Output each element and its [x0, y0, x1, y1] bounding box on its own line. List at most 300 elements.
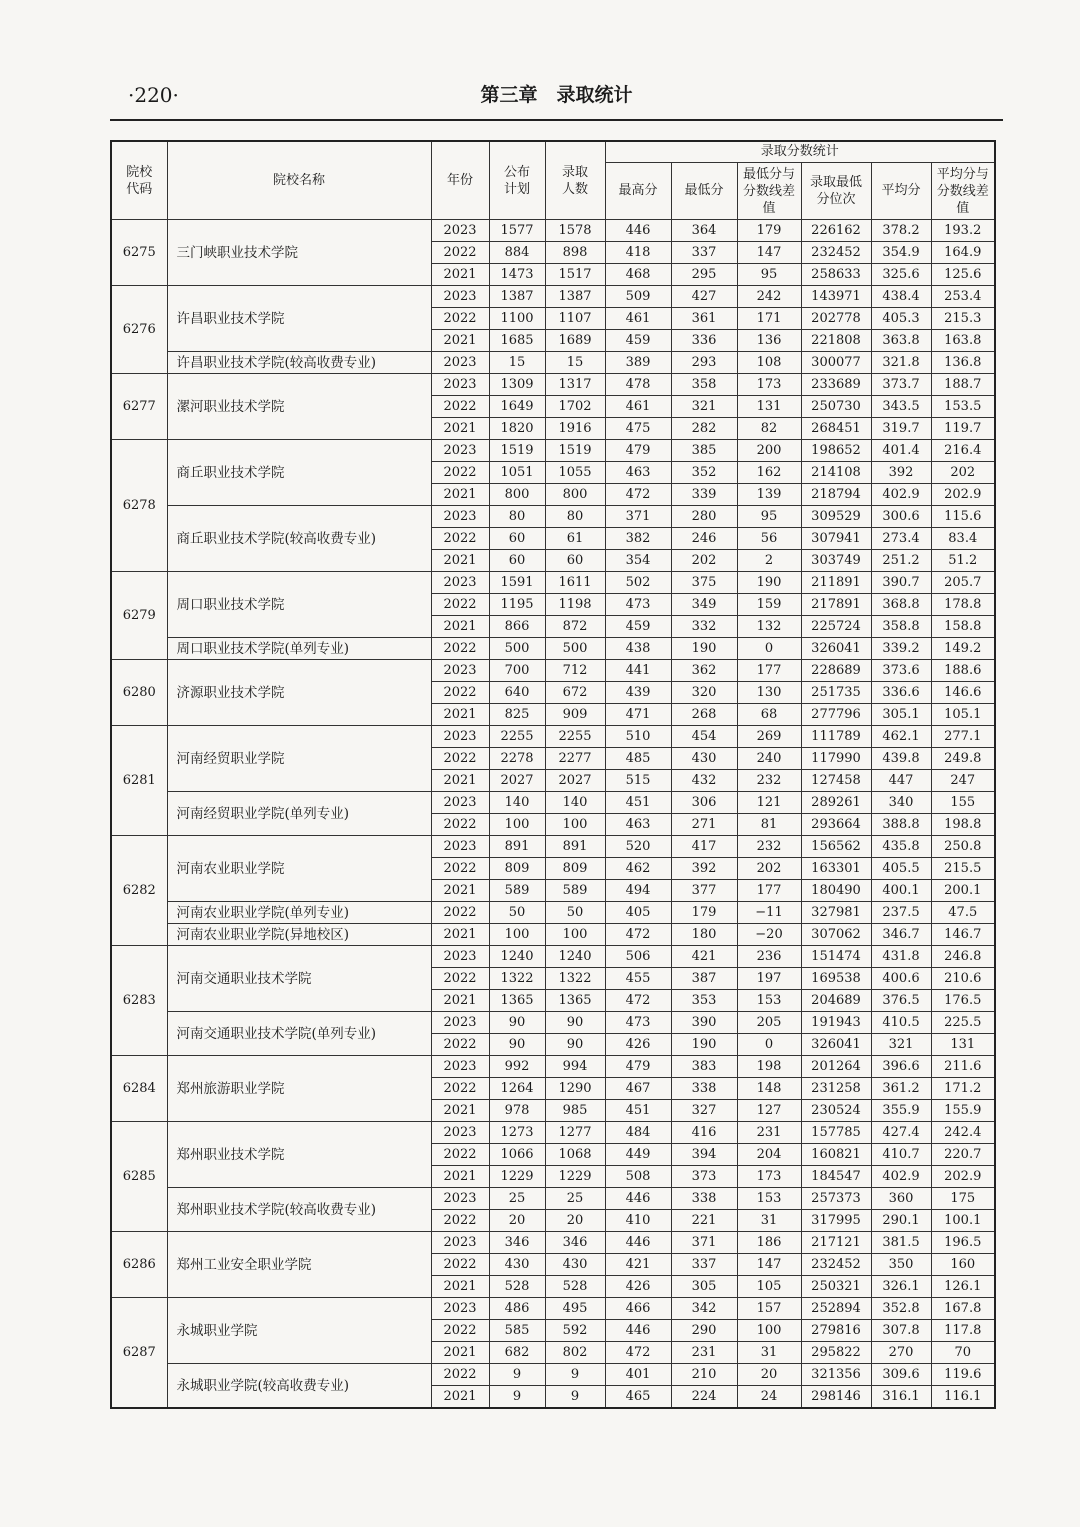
cell-avg-diff: 188.7	[931, 374, 995, 396]
cell-year: 2022	[431, 748, 489, 770]
cell-min: 390	[671, 1012, 737, 1034]
cell-min: 293	[671, 352, 737, 374]
cell-avg-diff: 149.2	[931, 638, 995, 660]
cell-min-rank: 163301	[801, 858, 871, 880]
cell-plan: 1820	[489, 418, 545, 440]
cell-admitted: 9	[545, 1386, 605, 1409]
cell-min-diff: 121	[737, 792, 801, 814]
cell-avg-diff: 249.8	[931, 748, 995, 770]
school-name: 许昌职业技术学院	[167, 286, 431, 352]
cell-min-diff: 173	[737, 374, 801, 396]
cell-avg: 336.6	[871, 682, 931, 704]
cell-admitted: 1107	[545, 308, 605, 330]
cell-admitted: 712	[545, 660, 605, 682]
cell-admitted: 2027	[545, 770, 605, 792]
cell-avg: 237.5	[871, 902, 931, 924]
school-name: 河南经贸职业学院(单列专业)	[167, 792, 431, 836]
cell-avg-diff: 119.7	[931, 418, 995, 440]
cell-min-rank: 268451	[801, 418, 871, 440]
cell-min-diff: 2	[737, 550, 801, 572]
col-header-plan: 公布计划	[489, 141, 545, 220]
cell-max: 473	[605, 1012, 671, 1034]
cell-plan: 9	[489, 1364, 545, 1386]
cell-avg: 307.8	[871, 1320, 931, 1342]
cell-min-diff: −20	[737, 924, 801, 946]
cell-year: 2021	[431, 924, 489, 946]
cell-avg-diff: 125.6	[931, 264, 995, 286]
cell-min-diff: 147	[737, 1254, 801, 1276]
cell-min-rank: 307941	[801, 528, 871, 550]
chapter-title: 第三章 录取统计	[480, 84, 633, 106]
cell-min: 349	[671, 594, 737, 616]
table-row	[111, 902, 995, 924]
cell-min-diff: 20	[737, 1364, 801, 1386]
cell-plan: 2278	[489, 748, 545, 770]
school-code: 6285	[111, 1122, 167, 1232]
school-code: 6280	[111, 660, 167, 726]
cell-max: 520	[605, 836, 671, 858]
cell-year: 2023	[431, 506, 489, 528]
cell-max: 439	[605, 682, 671, 704]
cell-min-rank: 218794	[801, 484, 871, 506]
cell-avg: 447	[871, 770, 931, 792]
cell-avg: 363.8	[871, 330, 931, 352]
admission-table	[110, 140, 996, 1409]
cell-plan: 1322	[489, 968, 545, 990]
table-row	[111, 836, 995, 858]
cell-year: 2023	[431, 1012, 489, 1034]
cell-year: 2023	[431, 286, 489, 308]
cell-max: 473	[605, 594, 671, 616]
cell-avg: 427.4	[871, 1122, 931, 1144]
cell-max: 479	[605, 440, 671, 462]
cell-min: 377	[671, 880, 737, 902]
cell-year: 2022	[431, 858, 489, 880]
cell-min: 332	[671, 616, 737, 638]
cell-plan: 20	[489, 1210, 545, 1232]
cell-admitted: 80	[545, 506, 605, 528]
cell-max: 467	[605, 1078, 671, 1100]
school-name: 济源职业技术学院	[167, 660, 431, 726]
cell-admitted: 20	[545, 1210, 605, 1232]
cell-admitted: 1068	[545, 1144, 605, 1166]
cell-min-rank: 156562	[801, 836, 871, 858]
table-row	[111, 792, 995, 814]
cell-avg: 378.2	[871, 220, 931, 242]
cell-admitted: 592	[545, 1320, 605, 1342]
cell-avg: 462.1	[871, 726, 931, 748]
cell-avg-diff: 131	[931, 1034, 995, 1056]
cell-year: 2021	[431, 264, 489, 286]
cell-min-rank: 295822	[801, 1342, 871, 1364]
cell-min-diff: 190	[737, 572, 801, 594]
table-row	[111, 220, 995, 242]
cell-min: 338	[671, 1078, 737, 1100]
cell-avg: 405.5	[871, 858, 931, 880]
cell-min-rank: 251735	[801, 682, 871, 704]
cell-min-rank: 157785	[801, 1122, 871, 1144]
cell-admitted: 1387	[545, 286, 605, 308]
cell-avg-diff: 176.5	[931, 990, 995, 1012]
cell-avg: 405.3	[871, 308, 931, 330]
cell-min-rank: 191943	[801, 1012, 871, 1034]
table-row	[111, 440, 995, 462]
cell-plan: 100	[489, 924, 545, 946]
cell-avg: 392	[871, 462, 931, 484]
cell-plan: 1591	[489, 572, 545, 594]
cell-plan: 891	[489, 836, 545, 858]
table-row	[111, 572, 995, 594]
cell-year: 2022	[431, 814, 489, 836]
cell-min-rank: 151474	[801, 946, 871, 968]
cell-avg: 270	[871, 1342, 931, 1364]
cell-admitted: 90	[545, 1012, 605, 1034]
cell-min: 371	[671, 1232, 737, 1254]
cell-year: 2023	[431, 1188, 489, 1210]
cell-admitted: 891	[545, 836, 605, 858]
cell-avg: 368.8	[871, 594, 931, 616]
cell-avg: 435.8	[871, 836, 931, 858]
cell-min-rank: 232452	[801, 242, 871, 264]
cell-min: 337	[671, 242, 737, 264]
cell-plan: 80	[489, 506, 545, 528]
cell-avg: 376.5	[871, 990, 931, 1012]
school-name: 三门峡职业技术学院	[167, 220, 431, 286]
cell-avg-diff: 119.6	[931, 1364, 995, 1386]
table-row	[111, 352, 995, 374]
school-name: 河南农业职业学院	[167, 836, 431, 902]
cell-avg: 410.5	[871, 1012, 931, 1034]
school-code: 6283	[111, 946, 167, 1056]
cell-min: 246	[671, 528, 737, 550]
cell-min-diff: 82	[737, 418, 801, 440]
cell-min-rank: 303749	[801, 550, 871, 572]
cell-max: 494	[605, 880, 671, 902]
cell-max: 446	[605, 220, 671, 242]
cell-min-rank: 309529	[801, 506, 871, 528]
page-number: ·220·	[128, 83, 179, 107]
cell-admitted: 898	[545, 242, 605, 264]
cell-year: 2021	[431, 1166, 489, 1188]
header-rule	[110, 119, 1003, 121]
cell-min-rank: 202778	[801, 308, 871, 330]
cell-min-rank: 327981	[801, 902, 871, 924]
cell-avg-diff: 155.9	[931, 1100, 995, 1122]
cell-min: 430	[671, 748, 737, 770]
cell-min-rank: 326041	[801, 1034, 871, 1056]
cell-admitted: 346	[545, 1232, 605, 1254]
cell-max: 371	[605, 506, 671, 528]
cell-min-rank: 289261	[801, 792, 871, 814]
cell-avg-diff: 105.1	[931, 704, 995, 726]
cell-plan: 25	[489, 1188, 545, 1210]
table-row	[111, 1364, 995, 1386]
cell-year: 2021	[431, 880, 489, 902]
cell-plan: 1473	[489, 264, 545, 286]
cell-plan: 585	[489, 1320, 545, 1342]
cell-plan: 90	[489, 1012, 545, 1034]
cell-min: 190	[671, 1034, 737, 1056]
cell-min: 306	[671, 792, 737, 814]
cell-min-rank: 221808	[801, 330, 871, 352]
cell-min-diff: 24	[737, 1386, 801, 1409]
cell-min-diff: 157	[737, 1298, 801, 1320]
cell-min: 362	[671, 660, 737, 682]
cell-max: 479	[605, 1056, 671, 1078]
cell-avg: 273.4	[871, 528, 931, 550]
cell-min-rank: 233689	[801, 374, 871, 396]
cell-min: 417	[671, 836, 737, 858]
cell-min-rank: 321356	[801, 1364, 871, 1386]
table-row	[111, 1012, 995, 1034]
cell-admitted: 90	[545, 1034, 605, 1056]
cell-min: 282	[671, 418, 737, 440]
cell-plan: 2027	[489, 770, 545, 792]
cell-plan: 640	[489, 682, 545, 704]
cell-max: 441	[605, 660, 671, 682]
cell-avg: 401.4	[871, 440, 931, 462]
cell-plan: 1365	[489, 990, 545, 1012]
cell-year: 2023	[431, 792, 489, 814]
cell-avg: 340	[871, 792, 931, 814]
cell-avg: 361.2	[871, 1078, 931, 1100]
cell-min: 338	[671, 1188, 737, 1210]
cell-year: 2021	[431, 704, 489, 726]
cell-year: 2021	[431, 1276, 489, 1298]
cell-year: 2022	[431, 902, 489, 924]
cell-year: 2021	[431, 616, 489, 638]
school-code: 6287	[111, 1298, 167, 1409]
cell-admitted: 495	[545, 1298, 605, 1320]
cell-admitted: 1055	[545, 462, 605, 484]
cell-min-diff: 81	[737, 814, 801, 836]
cell-min: 305	[671, 1276, 737, 1298]
cell-min: 353	[671, 990, 737, 1012]
cell-avg-diff: 253.4	[931, 286, 995, 308]
cell-year: 2021	[431, 770, 489, 792]
cell-avg: 300.6	[871, 506, 931, 528]
cell-min-diff: 202	[737, 858, 801, 880]
col-header-year: 年份	[431, 141, 489, 220]
cell-plan: 9	[489, 1386, 545, 1409]
cell-min-rank: 250730	[801, 396, 871, 418]
cell-year: 2022	[431, 1254, 489, 1276]
cell-avg-diff: 200.1	[931, 880, 995, 902]
cell-max: 468	[605, 264, 671, 286]
cell-avg-diff: 116.1	[931, 1386, 995, 1409]
cell-admitted: 9	[545, 1364, 605, 1386]
cell-admitted: 2255	[545, 726, 605, 748]
cell-avg: 438.4	[871, 286, 931, 308]
cell-avg: 402.9	[871, 1166, 931, 1188]
cell-min-rank: 127458	[801, 770, 871, 792]
cell-year: 2023	[431, 440, 489, 462]
cell-min-diff: 31	[737, 1210, 801, 1232]
cell-avg: 325.6	[871, 264, 931, 286]
school-code: 6286	[111, 1232, 167, 1298]
cell-year: 2022	[431, 1078, 489, 1100]
school-name: 许昌职业技术学院(较高收费专业)	[167, 352, 431, 374]
cell-min: 454	[671, 726, 737, 748]
cell-min-rank: 217891	[801, 594, 871, 616]
school-code: 6279	[111, 572, 167, 660]
cell-plan: 1195	[489, 594, 545, 616]
cell-year: 2022	[431, 396, 489, 418]
cell-year: 2023	[431, 726, 489, 748]
cell-min: 421	[671, 946, 737, 968]
table-row	[111, 1188, 995, 1210]
cell-admitted: 809	[545, 858, 605, 880]
table-row	[111, 374, 995, 396]
cell-min: 364	[671, 220, 737, 242]
cell-avg: 373.7	[871, 374, 931, 396]
cell-plan: 1066	[489, 1144, 545, 1166]
school-name: 周口职业技术学院	[167, 572, 431, 638]
cell-avg-diff: 178.8	[931, 594, 995, 616]
cell-plan: 1100	[489, 308, 545, 330]
cell-min: 290	[671, 1320, 737, 1342]
cell-admitted: 1578	[545, 220, 605, 242]
table-row	[111, 286, 995, 308]
cell-avg: 316.1	[871, 1386, 931, 1409]
cell-admitted: 100	[545, 814, 605, 836]
cell-max: 463	[605, 814, 671, 836]
cell-avg-diff: 202.9	[931, 1166, 995, 1188]
cell-min-diff: 95	[737, 506, 801, 528]
school-name: 周口职业技术学院(单列专业)	[167, 638, 431, 660]
school-code: 6276	[111, 286, 167, 374]
table-row	[111, 638, 995, 660]
school-code: 6275	[111, 220, 167, 286]
cell-admitted: 1519	[545, 440, 605, 462]
cell-min-rank: 198652	[801, 440, 871, 462]
cell-min-diff: 127	[737, 1100, 801, 1122]
cell-min-rank: 298146	[801, 1386, 871, 1409]
table-row	[111, 946, 995, 968]
cell-avg-diff: 83.4	[931, 528, 995, 550]
cell-avg-diff: 277.1	[931, 726, 995, 748]
cell-avg-diff: 246.8	[931, 946, 995, 968]
cell-max: 459	[605, 616, 671, 638]
cell-plan: 1685	[489, 330, 545, 352]
cell-max: 426	[605, 1034, 671, 1056]
cell-min-rank: 257373	[801, 1188, 871, 1210]
cell-max: 510	[605, 726, 671, 748]
cell-admitted: 140	[545, 792, 605, 814]
cell-avg: 400.1	[871, 880, 931, 902]
cell-min-diff: 0	[737, 1034, 801, 1056]
cell-year: 2021	[431, 1386, 489, 1409]
school-name: 郑州职业技术学院	[167, 1122, 431, 1188]
cell-max: 502	[605, 572, 671, 594]
cell-max: 461	[605, 308, 671, 330]
cell-max: 421	[605, 1254, 671, 1276]
cell-min-rank: 228689	[801, 660, 871, 682]
cell-avg-diff: 196.5	[931, 1232, 995, 1254]
cell-avg-diff: 211.6	[931, 1056, 995, 1078]
cell-plan: 682	[489, 1342, 545, 1364]
cell-min: 268	[671, 704, 737, 726]
cell-min-rank: 277796	[801, 704, 871, 726]
cell-avg-diff: 188.6	[931, 660, 995, 682]
school-name: 河南农业职业学院(异地校区)	[167, 924, 431, 946]
cell-admitted: 1290	[545, 1078, 605, 1100]
cell-admitted: 61	[545, 528, 605, 550]
school-name: 郑州职业技术学院(较高收费专业)	[167, 1188, 431, 1232]
cell-admitted: 1198	[545, 594, 605, 616]
cell-admitted: 1689	[545, 330, 605, 352]
school-name: 永城职业学院	[167, 1298, 431, 1364]
cell-year: 2022	[431, 1210, 489, 1232]
cell-avg-diff: 47.5	[931, 902, 995, 924]
cell-admitted: 1240	[545, 946, 605, 968]
cell-plan: 800	[489, 484, 545, 506]
school-name: 河南交通职业技术学院	[167, 946, 431, 1012]
school-name: 郑州旅游职业学院	[167, 1056, 431, 1122]
cell-max: 438	[605, 638, 671, 660]
cell-min: 327	[671, 1100, 737, 1122]
cell-avg: 355.9	[871, 1100, 931, 1122]
cell-year: 2023	[431, 1298, 489, 1320]
cell-min-diff: 198	[737, 1056, 801, 1078]
cell-min: 432	[671, 770, 737, 792]
cell-avg: 251.2	[871, 550, 931, 572]
cell-max: 461	[605, 396, 671, 418]
cell-min: 231	[671, 1342, 737, 1364]
cell-min-diff: 179	[737, 220, 801, 242]
school-name: 河南农业职业学院(单列专业)	[167, 902, 431, 924]
school-name: 漯河职业技术学院	[167, 374, 431, 440]
cell-admitted: 1317	[545, 374, 605, 396]
cell-avg-diff: 171.2	[931, 1078, 995, 1100]
cell-min-rank: 231258	[801, 1078, 871, 1100]
cell-plan: 500	[489, 638, 545, 660]
cell-min-diff: 162	[737, 462, 801, 484]
cell-avg-diff: 158.8	[931, 616, 995, 638]
cell-admitted: 589	[545, 880, 605, 902]
cell-min-rank: 180490	[801, 880, 871, 902]
cell-avg: 352.8	[871, 1298, 931, 1320]
cell-min: 342	[671, 1298, 737, 1320]
cell-min-diff: 108	[737, 352, 801, 374]
cell-min: 210	[671, 1364, 737, 1386]
table-row	[111, 924, 995, 946]
cell-avg: 402.9	[871, 484, 931, 506]
cell-min-diff: 148	[737, 1078, 801, 1100]
cell-admitted: 802	[545, 1342, 605, 1364]
cell-year: 2022	[431, 968, 489, 990]
cell-avg-diff: 100.1	[931, 1210, 995, 1232]
cell-year: 2022	[431, 1144, 489, 1166]
cell-min-diff: 232	[737, 836, 801, 858]
cell-max: 455	[605, 968, 671, 990]
cell-avg-diff: 220.7	[931, 1144, 995, 1166]
cell-min: 385	[671, 440, 737, 462]
cell-max: 354	[605, 550, 671, 572]
cell-min-rank: 225724	[801, 616, 871, 638]
col-header-min-diff: 最低分与分数线差值	[737, 163, 801, 220]
cell-max: 508	[605, 1166, 671, 1188]
cell-min-diff: 136	[737, 330, 801, 352]
cell-admitted: 1611	[545, 572, 605, 594]
cell-max: 472	[605, 924, 671, 946]
cell-avg-diff: 115.6	[931, 506, 995, 528]
cell-min: 361	[671, 308, 737, 330]
cell-max: 451	[605, 792, 671, 814]
cell-min: 358	[671, 374, 737, 396]
cell-admitted: 800	[545, 484, 605, 506]
cell-admitted: 2277	[545, 748, 605, 770]
